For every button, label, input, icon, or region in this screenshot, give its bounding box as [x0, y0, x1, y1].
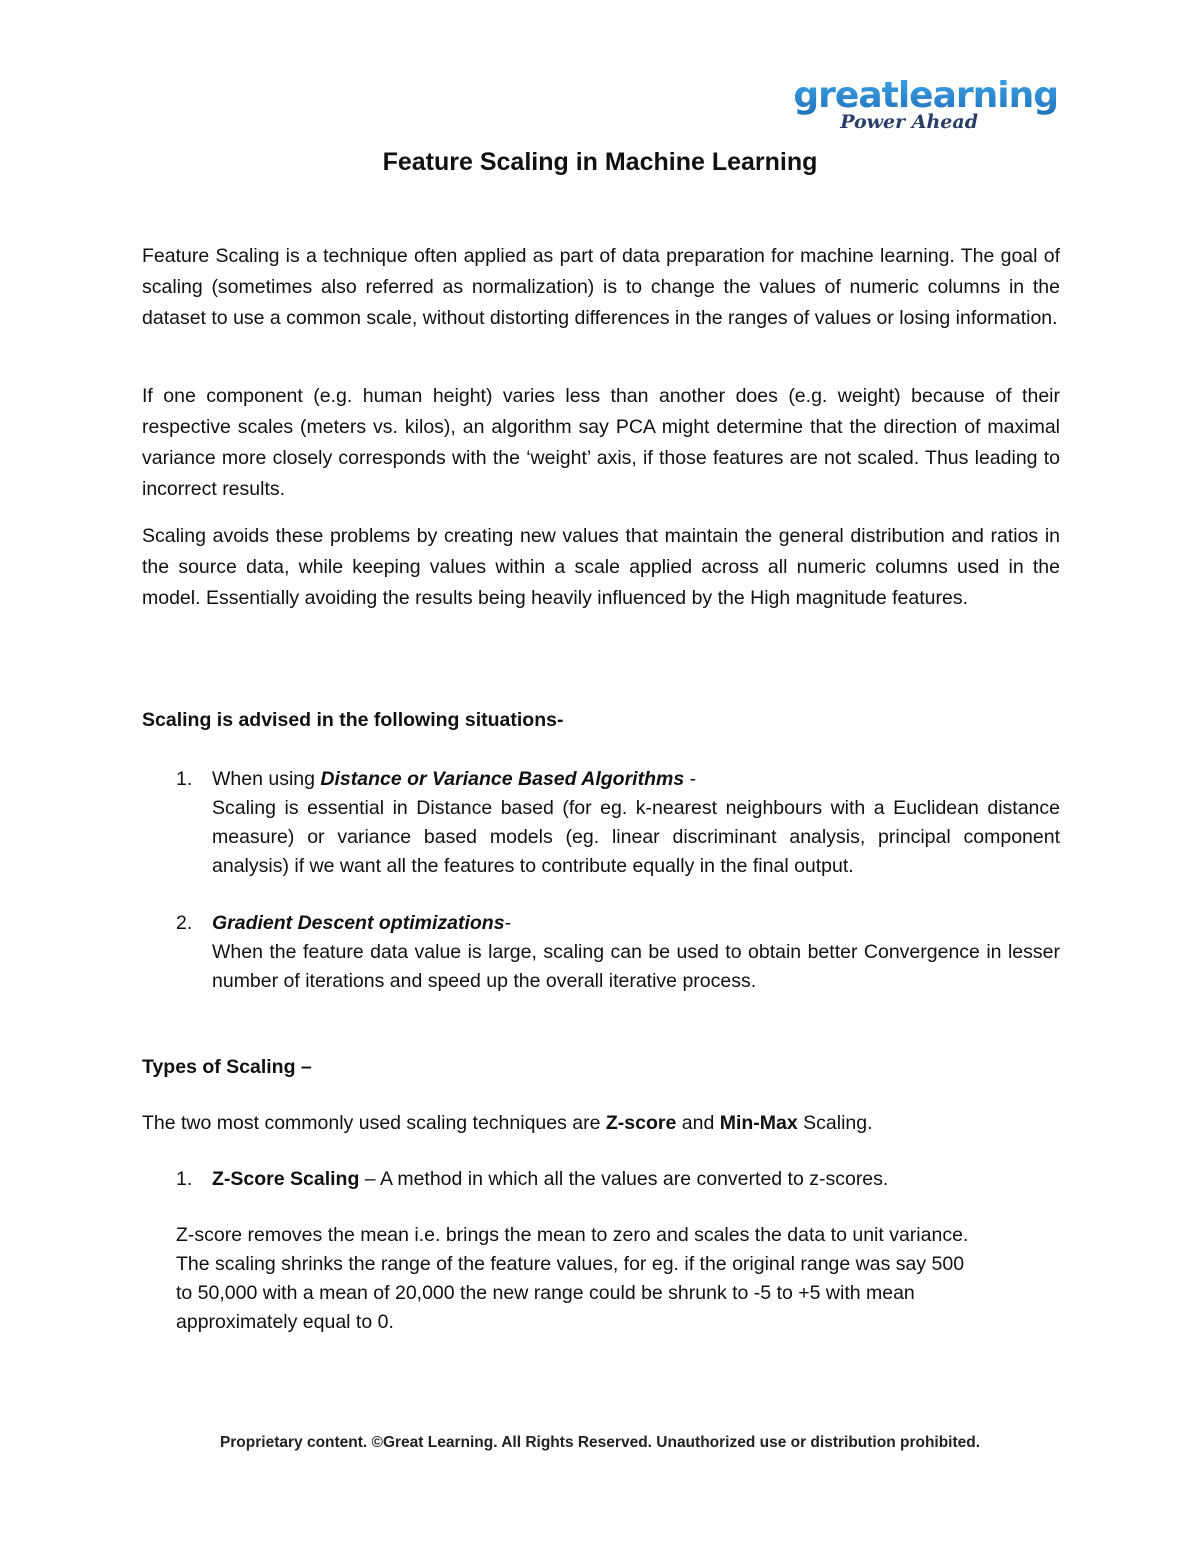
- list-item-text: When the feature data value is large, scaling can be used to obtain better Convergence in lesser number of iterations and speed up the overall iterative process.: [212, 941, 1060, 992]
- list-item-text: Scaling is essential in Distance based (for eg. k-nearest neighbours with a Euclidean distance measure) or variance based models (eg. linear discriminant analysis, principal component analysis) if we want all the features to contribute equally in the final output.: [212, 797, 1060, 877]
- page-title: Feature Scaling in Machine Learning: [382, 148, 818, 176]
- list-number: 1.: [176, 768, 193, 790]
- types-intro: The two most commonly used scaling techniques are Z-score and Min-Max Scaling.: [142, 1112, 873, 1134]
- paragraph-benefit: Scaling avoids these problems by creating new values that maintain the general distribution and ratios in the source data, while keeping values within a scale applied across all numeric columns used in the model. Essentially avoiding the results being heavily influenced by the High magnitude features.: [142, 525, 1060, 609]
- logo-tagline: Power Ahead: [840, 111, 978, 133]
- minmax-term: Min-Max: [719, 1112, 798, 1134]
- logo-wordmark: greatlearning: [793, 75, 1058, 116]
- footer-copyright: Proprietary content. ©Great Learning. All Rights Reserved. Unauthorized use or distribution prohibited.: [219, 1434, 981, 1451]
- list-body: [212, 765, 1060, 881]
- zscore-description: [176, 1221, 1076, 1337]
- zscore-line: to 50,000 with a mean of 20,000 the new range could be shrunk to -5 to +5 with mean: [176, 1282, 915, 1304]
- paragraph-intro: Feature Scaling is a technique often applied as part of data preparation for machine learning. The goal of scaling (sometimes also referred as normalization) is to change the values of numeric columns in the dataset to use a common scale, without distorting differences in the ranges of values or losing information.: [142, 245, 1060, 329]
- list-body: Z-Score Scaling – A method in which all the values are converted to z-scores.: [212, 1168, 889, 1190]
- list-emphasis: Z-Score Scaling: [212, 1168, 360, 1190]
- list-emphasis: Distance or Variance Based Algorithms: [320, 768, 685, 790]
- zscore-line: The scaling shrinks the range of the feature values, for eg. if the original range was say 500: [176, 1253, 965, 1275]
- list-number: 1.: [176, 1168, 193, 1190]
- zscore-line: approximately equal to 0.: [176, 1311, 394, 1333]
- list-emphasis: Gradient Descent optimizations: [212, 912, 505, 934]
- list-body: [212, 909, 1060, 996]
- brand-logo: [778, 74, 1058, 136]
- list-number: 2.: [176, 912, 193, 934]
- types-heading: Types of Scaling –: [142, 1056, 312, 1078]
- paragraph-example: If one component (e.g. human height) varies less than another does (e.g. weight) because of their respective scales (meters vs. kilos), an algorithm say PCA might determine that the direction of maximal variance more closely corresponds with the ‘weight’ axis, if those features are not scaled. Thus leading to incorrect results.: [142, 385, 1060, 500]
- zscore-term: Z-score: [605, 1112, 677, 1134]
- situations-heading: Scaling is advised in the following situations-: [142, 709, 564, 731]
- list-item-title: Gradient Descent optimizations-: [212, 912, 512, 934]
- zscore-line: Z-score removes the mean i.e. brings the mean to zero and scales the data to unit variance.: [176, 1224, 969, 1246]
- list-item-title: When using Distance or Variance Based Algorithms -: [212, 768, 697, 790]
